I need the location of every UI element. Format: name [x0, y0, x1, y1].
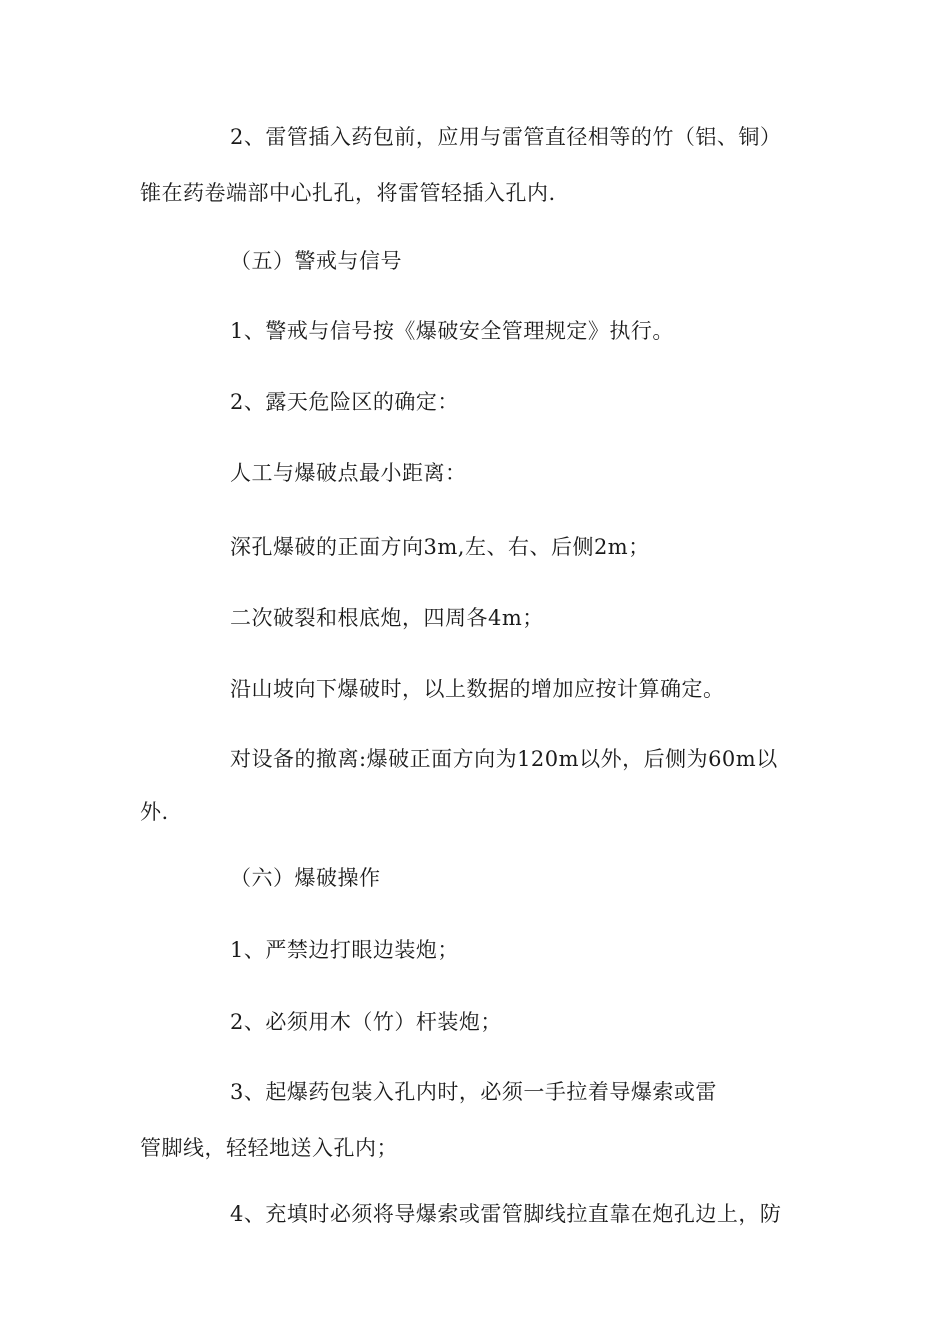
paragraph-line: 2、必须用木（竹）杆装炮；: [230, 1010, 502, 1034]
paragraph-line: 锥在药卷端部中心扎孔，将雷管轻插入孔内.: [140, 181, 556, 205]
paragraph-line: 2、雷管插入药包前，应用与雷管直径相等的竹（铝、铜）: [230, 125, 782, 149]
paragraph-line: 1、严禁边打眼边装炮；: [230, 938, 459, 962]
section-heading: （五）警戒与信号: [230, 249, 402, 273]
section-heading: （六）爆破操作: [230, 866, 381, 890]
paragraph-line: 二次破裂和根底炮，四周各4m；: [230, 606, 544, 630]
paragraph-line: 4、充填时必须将导爆索或雷管脚线拉直靠在炮孔边上，防: [230, 1202, 782, 1226]
paragraph-line: 人工与爆破点最小距离：: [230, 461, 467, 485]
paragraph-line: 2、露天危险区的确定：: [230, 390, 459, 414]
paragraph-line: 对设备的撤离:爆破正面方向为120m以外，后侧为60m以: [230, 747, 778, 771]
paragraph-line: 深孔爆破的正面方向3m,左、右、后侧2m；: [230, 535, 650, 559]
paragraph-line: 1、警戒与信号按《爆破安全管理规定》执行。: [230, 319, 674, 343]
paragraph-line: 外.: [140, 800, 169, 824]
paragraph-line: 沿山坡向下爆破时，以上数据的增加应按计算确定。: [230, 677, 725, 701]
paragraph-line: 3、起爆药包装入孔内时，必须一手拉着导爆索或雷: [230, 1080, 717, 1104]
paragraph-line: 管脚线，轻轻地送入孔内；: [140, 1136, 398, 1160]
